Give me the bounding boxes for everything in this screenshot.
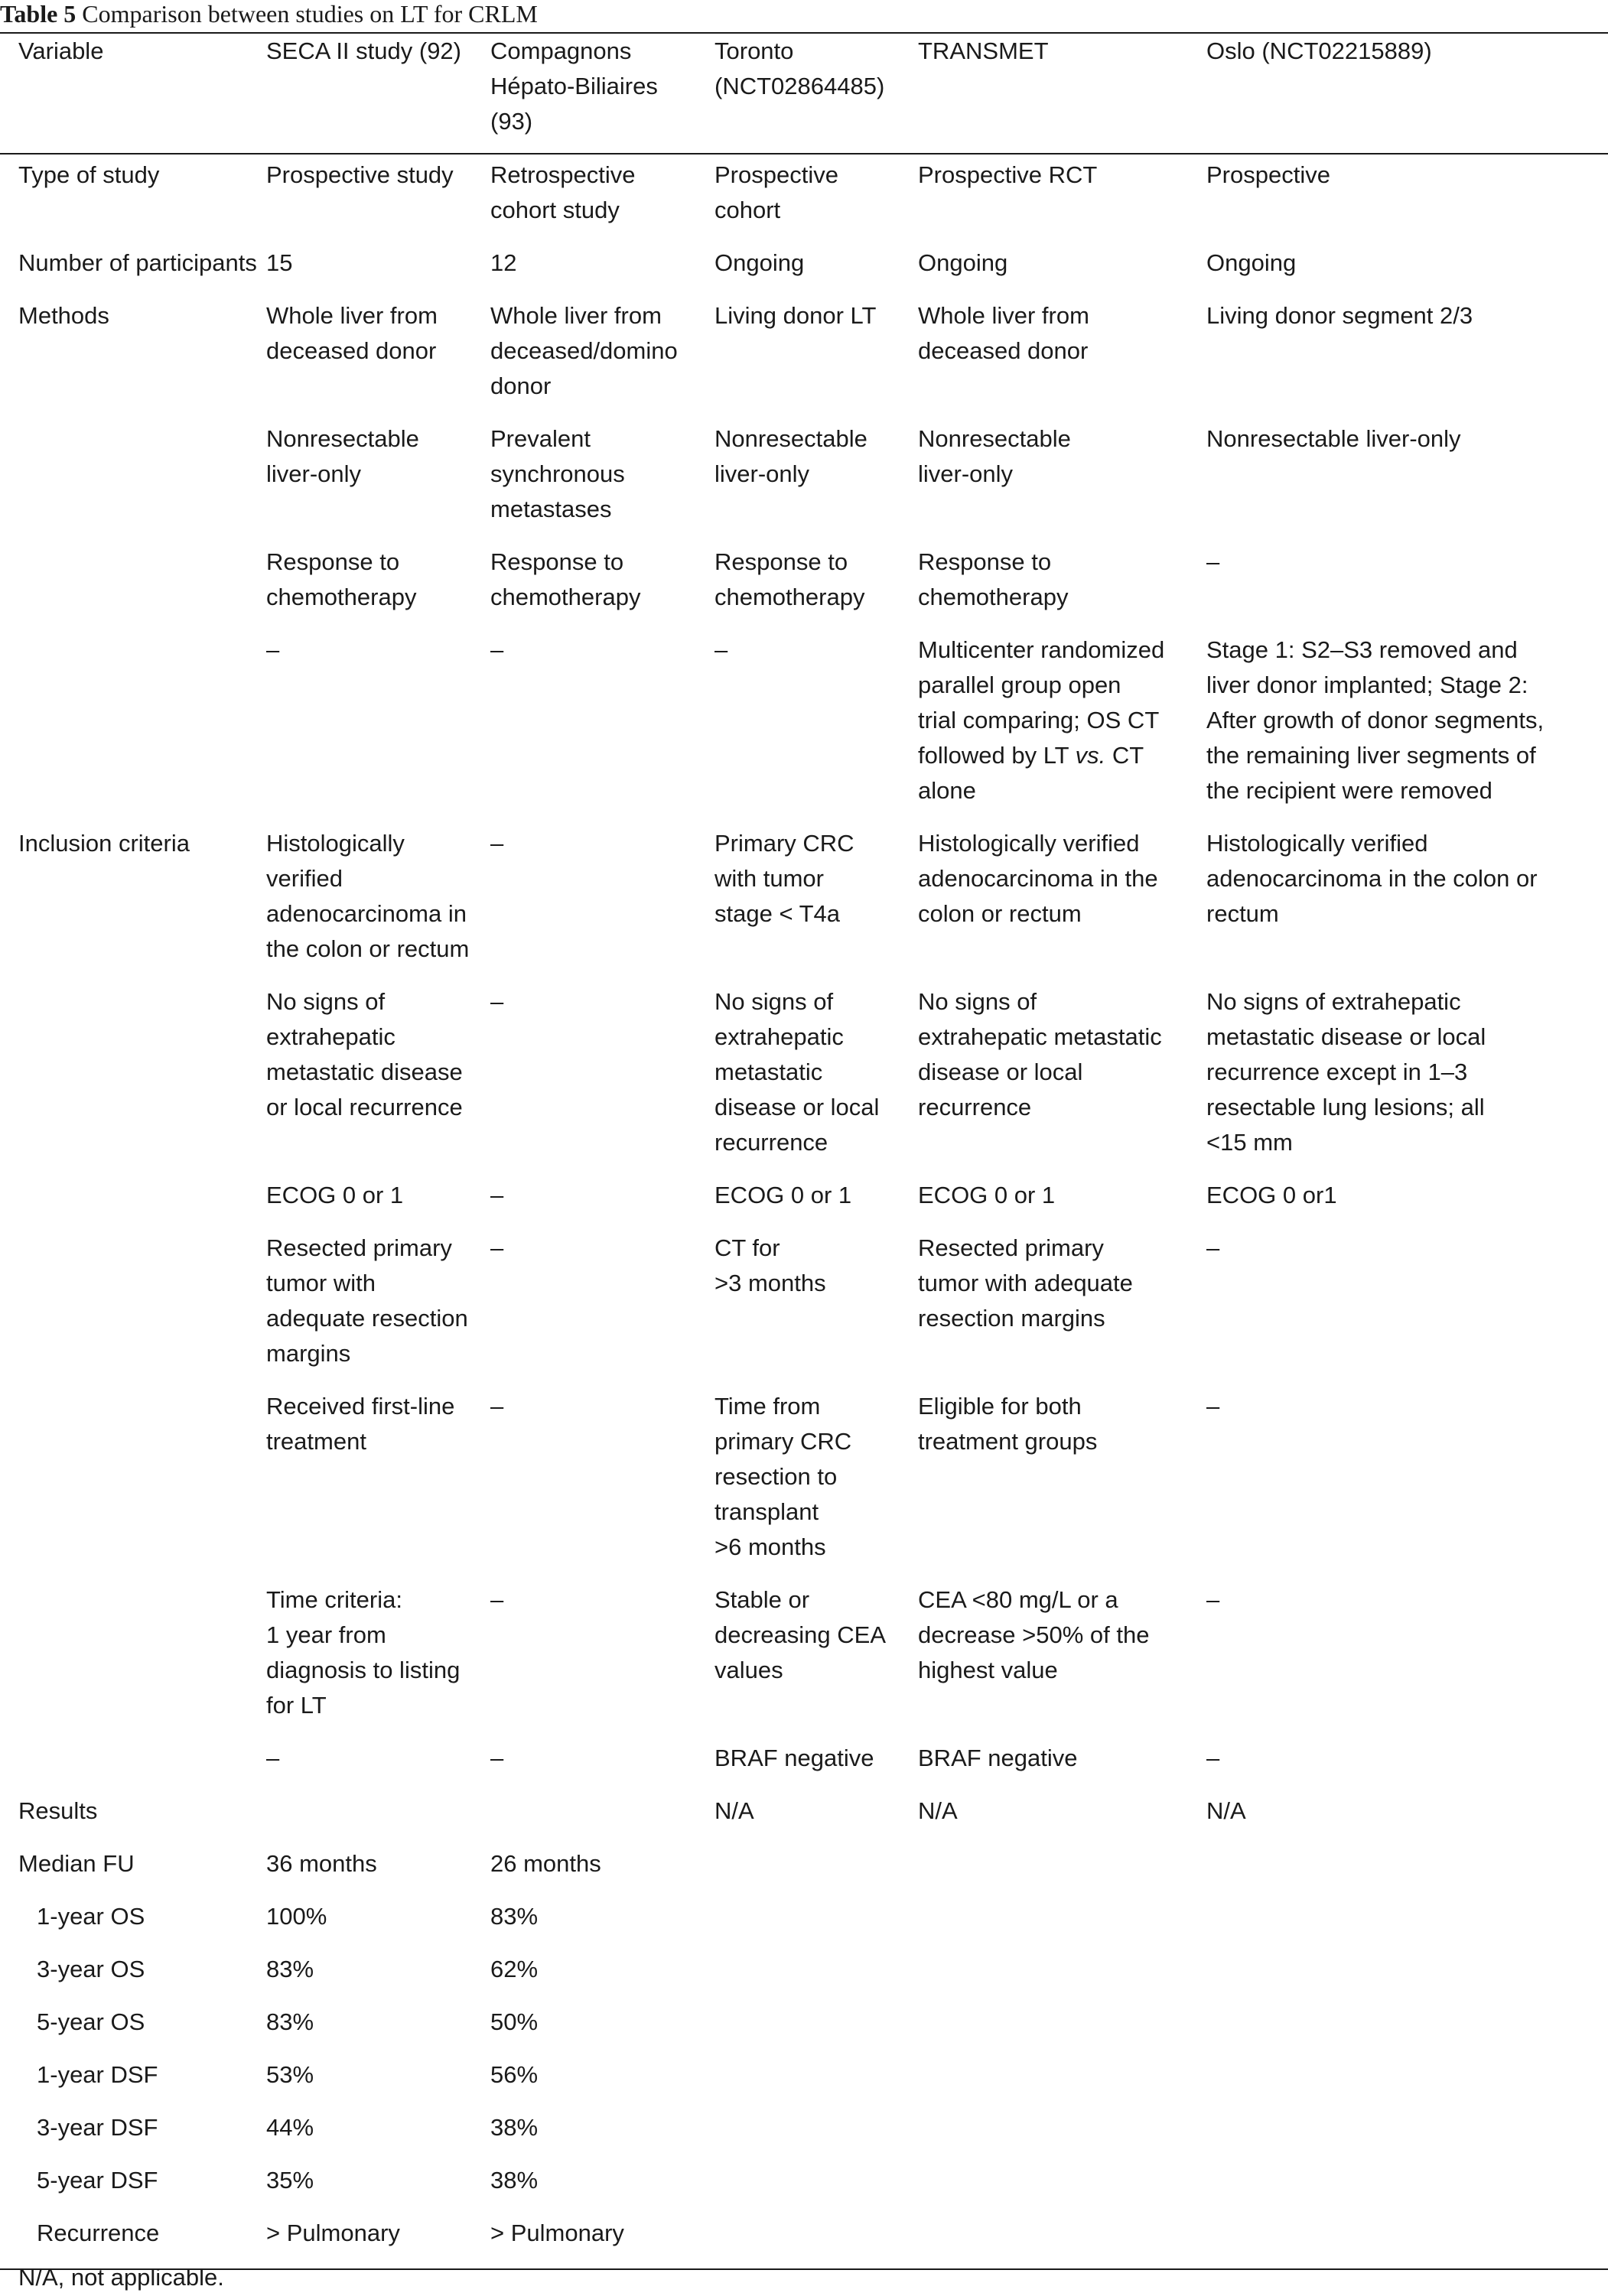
table-cell: Multicenter randomized parallel group open trial comparing; OS CT followed by LT vs. CT alone — [918, 636, 1165, 804]
table-cell: Response to chemotherapy — [266, 548, 417, 610]
table-cell: 44% — [266, 2114, 314, 2141]
table-cell — [0, 1231, 266, 1389]
table-cell — [918, 2163, 1206, 2216]
table-row — [0, 1741, 1608, 1794]
table-cell — [1206, 1952, 1608, 2005]
table-cell — [266, 1794, 490, 1846]
table-cell: No signs of extrahepatic metastatic disease or local recurrence — [918, 988, 1162, 1120]
table-body — [0, 154, 1608, 2269]
table-cell: 38% — [490, 2114, 539, 2141]
table-cell — [918, 1899, 1206, 1952]
table-cell: 62% — [490, 1956, 539, 1982]
table-cell: 5-year OS — [37, 2008, 145, 2035]
table-cell — [918, 2216, 1206, 2269]
table-cell — [714, 2110, 918, 2163]
table-cell: – — [490, 1393, 504, 1420]
table-cell: 12 — [490, 249, 517, 276]
table-cell — [1206, 2110, 1608, 2163]
table-row — [0, 2163, 1608, 2216]
table-cell: BRAF negative — [918, 1745, 1078, 1771]
table-cell: No signs of extrahepatic metastatic disease or local recurrence — [266, 988, 463, 1120]
table-row — [0, 1899, 1608, 1952]
table-cell: ECOG 0 or 1 — [266, 1182, 404, 1208]
table-cell: Histologically verified adenocarcinoma in the colon or rectum — [918, 830, 1158, 927]
table-cell — [490, 1794, 714, 1846]
table-row — [0, 1846, 1608, 1899]
table-cell: Median FU — [18, 1850, 135, 1877]
header-transmet: TRANSMET — [918, 37, 1049, 64]
table-cell: 83% — [266, 1956, 314, 1982]
table-number: Table 5 — [0, 0, 76, 28]
table-row — [0, 1231, 1608, 1389]
table-row — [0, 421, 1608, 545]
table-cell — [0, 1389, 266, 1582]
table-cell: ECOG 0 or 1 — [714, 1182, 852, 1208]
table-cell: Stage 1: S2–S3 removed and liver donor implanted; Stage 2: After growth of donor segments, the remaining liver segments of the recipient were removed — [1206, 636, 1545, 804]
table-cell — [714, 2057, 918, 2110]
table-row — [0, 154, 1608, 246]
table-cell: Whole liver from deceased/domino donor — [490, 302, 678, 399]
table-cell: Inclusion criteria — [18, 830, 190, 857]
table-cell: Nonresectable liver-only — [918, 425, 1071, 487]
table-cell: CEA <80 mg/L or a decrease >50% of the highest value — [918, 1586, 1150, 1683]
table-cell: – — [266, 636, 280, 663]
table-cell: Results — [18, 1797, 98, 1824]
table-cell: Ongoing — [1206, 249, 1297, 276]
table-row — [0, 2005, 1608, 2057]
table-row — [0, 633, 1608, 826]
table-cell: 5-year DSF — [37, 2167, 158, 2194]
table-row — [0, 545, 1608, 633]
table-cell: Histologically verified adenocarcinoma in the colon or rectum — [1206, 830, 1538, 927]
table-cell: > Pulmonary — [266, 2216, 490, 2269]
table-cell: Living donor segment 2/3 — [1206, 302, 1473, 329]
table-row — [0, 826, 1608, 984]
header-variable: Variable — [18, 37, 104, 64]
table-cell: – — [490, 636, 504, 663]
table-cell: Whole liver from deceased donor — [918, 302, 1089, 364]
table-cell — [1206, 2163, 1608, 2216]
table-cell — [918, 1952, 1206, 2005]
table-cell — [0, 1741, 266, 1794]
table-row — [0, 1952, 1608, 2005]
header-oslo: Oslo (NCT02215889) — [1206, 37, 1432, 64]
table-cell: – — [490, 1234, 504, 1261]
table-cell: N/A — [714, 1797, 754, 1824]
table-cell: 3-year OS — [37, 1956, 145, 1982]
table-cell — [714, 1899, 918, 1952]
table-cell — [1206, 1899, 1608, 1952]
table-cell: – — [490, 1586, 504, 1613]
table-cell: Ongoing — [714, 249, 805, 276]
table-cell: Resected primary tumor with adequate resection margins — [918, 1234, 1133, 1332]
table-cell: 1-year OS — [37, 1903, 145, 1930]
table-cell: Histologically verified adenocarcinoma in the colon or rectum — [266, 830, 470, 962]
table-cell — [1206, 2057, 1608, 2110]
table-cell: – — [266, 1745, 280, 1771]
table-cell: – — [1206, 1745, 1220, 1771]
table-cell — [714, 2005, 918, 2057]
table-cell: Prevalent synchronous metastases — [490, 425, 625, 522]
table-header — [0, 33, 1608, 154]
table-cell: 56% — [490, 2061, 539, 2088]
table-cell: – — [490, 1182, 504, 1208]
table-cell: Nonresectable liver-only — [266, 425, 419, 487]
table-row — [0, 2110, 1608, 2163]
table-cell — [714, 1846, 918, 1899]
table-cell: Living donor LT — [714, 302, 877, 329]
table-footnote: N/A, not applicable. — [18, 2264, 224, 2291]
table-cell: Whole liver from deceased donor — [266, 302, 438, 364]
table-row — [0, 1178, 1608, 1231]
table-cell: Prospective cohort — [714, 161, 838, 223]
table-cell — [0, 984, 266, 1178]
table-cell — [1206, 2005, 1608, 2057]
table-cell: – — [490, 988, 504, 1015]
table-caption — [0, 0, 538, 31]
table-cell: Eligible for both treatment groups — [918, 1393, 1098, 1455]
table-title: Comparison between studies on LT for CRLM — [82, 0, 538, 28]
table-cell: Response to chemotherapy — [918, 548, 1069, 610]
table-cell — [714, 1952, 918, 2005]
versus-italic: vs. — [1075, 742, 1106, 769]
table-cell: N/A — [1206, 1797, 1246, 1824]
table-cell: 50% — [490, 2008, 539, 2035]
table-cell: Time criteria: 1 year from diagnosis to listing for LT — [266, 1586, 461, 1719]
table-cell: 26 months — [490, 1850, 601, 1877]
table-cell: BRAF negative — [714, 1745, 874, 1771]
table-cell — [918, 2110, 1206, 2163]
table-row — [0, 1794, 1608, 1846]
table-cell: Methods — [18, 302, 109, 329]
table-cell — [1206, 2216, 1608, 2269]
table-cell: Recurrence — [0, 2216, 266, 2269]
table-cell — [714, 2163, 918, 2216]
table-row — [0, 984, 1608, 1178]
table-cell: ECOG 0 or 1 — [918, 1182, 1056, 1208]
table-cell: – — [714, 636, 728, 663]
table-cell: 1-year DSF — [37, 2061, 158, 2088]
table-row — [0, 298, 1608, 421]
table-row — [0, 2057, 1608, 2110]
table-cell — [0, 1582, 266, 1741]
table-cell: CT for >3 months — [714, 1234, 826, 1296]
table-cell: – — [490, 1745, 504, 1771]
table-cell: Prospective study — [266, 161, 454, 188]
table-cell: Response to chemotherapy — [714, 548, 865, 610]
table-cell: – — [1206, 1393, 1220, 1420]
table-cell: Retrospective cohort study — [490, 161, 636, 223]
header-toronto: Toronto (NCT02864485) — [714, 37, 885, 99]
table-cell: Received first-line treatment — [266, 1393, 455, 1455]
table-cell — [918, 2005, 1206, 2057]
table-row — [0, 1389, 1608, 1582]
header-seca: SECA II study (92) — [266, 37, 461, 64]
table-cell: N/A — [918, 1797, 958, 1824]
table-cell: Nonresectable liver-only — [714, 425, 867, 487]
comparison-table — [0, 32, 1608, 2270]
table-cell: Primary CRC with tumor stage < T4a — [714, 830, 854, 927]
table-cell: 15 — [266, 249, 293, 276]
table-cell: Nonresectable liver-only — [1206, 425, 1461, 452]
table-cell: > Pulmonary — [490, 2216, 714, 2269]
table-cell: – — [1206, 548, 1220, 575]
table-cell: 83% — [266, 2008, 314, 2035]
table-cell — [918, 1846, 1206, 1899]
table-cell: Ongoing — [918, 249, 1008, 276]
table-cell: Stable or decreasing CEA values — [714, 1586, 887, 1683]
table-row — [0, 246, 1608, 298]
table-cell — [714, 2216, 918, 2269]
table-cell: 3-year DSF — [37, 2114, 158, 2141]
table-cell — [0, 545, 266, 633]
table-cell: Time from primary CRC resection to transplant >6 months — [714, 1393, 852, 1560]
table-cell: Prospective — [1206, 161, 1330, 188]
table-row — [0, 2216, 1608, 2269]
table-cell: 35% — [266, 2167, 314, 2194]
table-row — [0, 1582, 1608, 1741]
table-cell — [918, 2057, 1206, 2110]
header-compagnons: Compagnons Hépato-Biliaires (93) — [490, 37, 658, 135]
table-cell — [0, 421, 266, 545]
table-cell: ECOG 0 or1 — [1206, 1182, 1337, 1208]
table-cell — [1206, 1846, 1608, 1899]
table-cell: 36 months — [266, 1850, 377, 1877]
table-cell: Prospective RCT — [918, 161, 1098, 188]
table-cell: No signs of extrahepatic metastatic disease or local recurrence except in 1–3 resectable lung lesions; all <15 mm — [1206, 988, 1486, 1156]
table-cell — [0, 633, 266, 826]
table-cell: No signs of extrahepatic metastatic disease or local recurrence — [714, 988, 880, 1156]
table-cell: – — [1206, 1234, 1220, 1261]
table-cell: Type of study — [18, 161, 160, 188]
table-cell: 100% — [266, 1903, 327, 1930]
table-cell: – — [490, 830, 504, 857]
table-cell: Resected primary tumor with adequate resection margins — [266, 1234, 468, 1367]
header-row — [0, 33, 1608, 154]
table-cell: Response to chemotherapy — [490, 548, 641, 610]
table-cell — [0, 1178, 266, 1231]
table-cell: 38% — [490, 2167, 539, 2194]
table-cell: – — [1206, 1586, 1220, 1613]
table-cell: 83% — [490, 1903, 539, 1930]
table-cell: 53% — [266, 2061, 314, 2088]
table-cell: Number of participants — [18, 249, 257, 276]
